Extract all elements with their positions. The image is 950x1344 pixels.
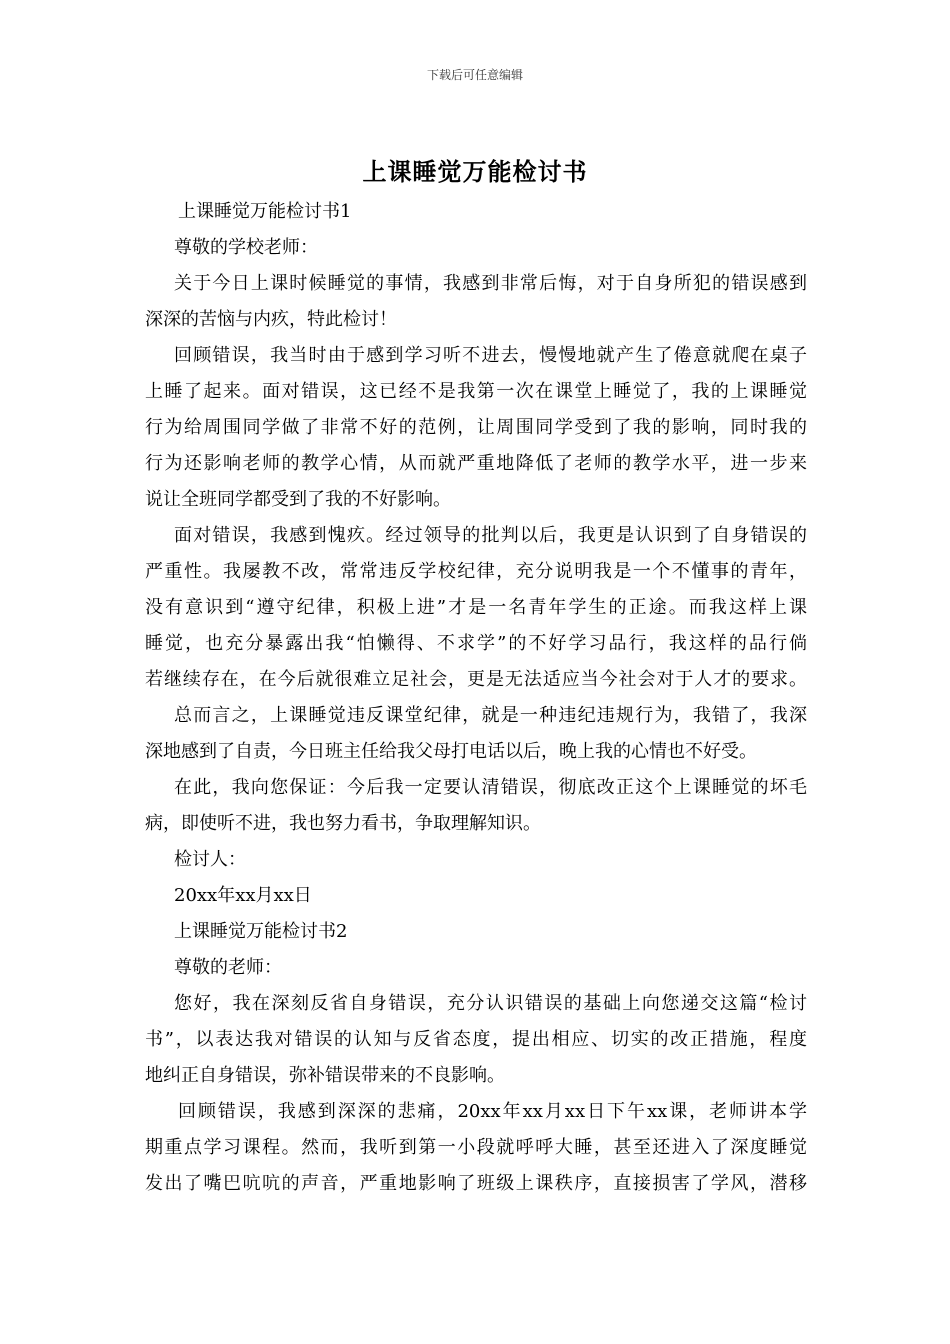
text-line: 行为给周围同学做了非常不好的范例，让周围同学受到了我的影响，同时我的	[145, 417, 807, 438]
text-line: 睡觉，也充分暴露出我“怕懒得、不求学”的不好学习品行，我这样的品行倘	[145, 633, 807, 654]
text-line: 地纠正自身错误，弥补错误带来的不良影响。	[145, 1065, 505, 1086]
text-line: 发出了嘴巴吭吭的声音，严重地影响了班级上课秩序，直接损害了学风，潜移	[145, 1173, 807, 1194]
text-line: 上课睡觉万能检讨书2	[174, 921, 348, 942]
text-line: 尊敬的学校老师：	[174, 237, 318, 258]
text-line: 20xx年xx月xx日	[174, 885, 312, 906]
text-line: 期重点学习课程。然而，我听到第一小段就呼呼大睡，甚至还进入了深度睡觉	[145, 1137, 807, 1158]
text-line: 关于今日上课时候睡觉的事情，我感到非常后悔，对于自身所犯的错误感到	[174, 273, 807, 294]
text-line: 深地感到了自责，今日班主任给我父母打电话以后，晚上我的心情也不好受。	[145, 741, 757, 762]
text-line: 在此，我向您保证：今后我一定要认清错误，彻底改正这个上课睡觉的坏毛	[174, 777, 807, 798]
page-header: 下载后可任意编辑	[426, 68, 523, 82]
text-line: 回顾错误，我当时由于感到学习听不进去，慢慢地就产生了倦意就爬在桌子	[174, 345, 807, 366]
text-line: 若继续存在，在今后就很难立足社会，更是无法适应当今社会对于人才的要求。	[145, 669, 807, 690]
document-body	[145, 194, 807, 1202]
text-line: 上课睡觉万能检讨书1	[178, 201, 352, 222]
text-line: 病，即使听不进，我也努力看书，争取理解知识。	[145, 813, 541, 834]
text-line: 行为还影响老师的教学心情，从而就严重地降低了老师的教学水平，进一步来	[145, 453, 807, 474]
text-line: 尊敬的老师：	[174, 957, 282, 978]
text-line: 没有意识到“遵守纪律，积极上进”才是一名青年学生的正途。而我这样上课	[145, 597, 807, 618]
text-line: 说让全班同学都受到了我的不好影响。	[145, 489, 451, 510]
text-line: 书”，以表达我对错误的认知与反省态度，提出相应、切实的改正措施，程度	[145, 1029, 807, 1050]
text-line: 深深的苦恼与内疚，特此检讨！	[145, 309, 397, 330]
text-line: 您好，我在深刻反省自身错误，充分认识错误的基础上向您递交这篇“检讨	[174, 993, 807, 1014]
text-line: 严重性。我屡教不改，常常违反学校纪律，充分说明我是一个不懂事的青年，	[145, 561, 807, 582]
text-line: 检讨人：	[174, 849, 246, 870]
document-title: 上课睡觉万能检讨书	[362, 157, 588, 186]
text-line: 回顾错误，我感到深深的悲痛，20xx年xx月xx日下午xx课，老师讲本学	[178, 1101, 807, 1122]
text-line: 总而言之，上课睡觉违反课堂纪律，就是一种违纪违规行为，我错了，我深	[174, 705, 807, 726]
text-line: 上睡了起来。面对错误，这已经不是我第一次在课堂上睡觉了，我的上课睡觉	[145, 381, 807, 402]
text-line: 面对错误，我感到愧疚。经过领导的批判以后，我更是认识到了自身错误的	[174, 525, 807, 546]
